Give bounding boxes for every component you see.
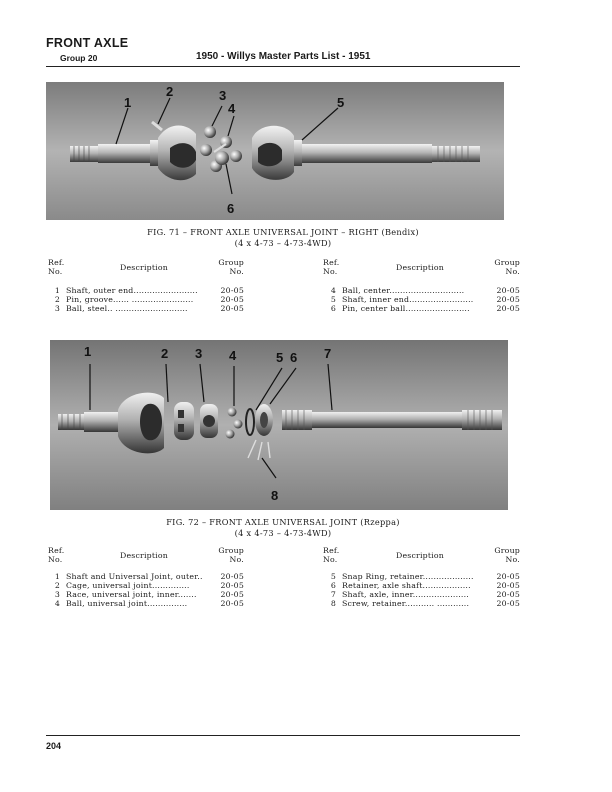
group-no: 20-05 bbox=[220, 295, 244, 304]
fig71-ref-header-right bbox=[323, 258, 339, 276]
fig71-callout-5: 5 bbox=[337, 95, 345, 110]
fig71-illustration bbox=[46, 82, 504, 220]
fig72-caption-models: (4 x 4-73 – 4-73-4WD) bbox=[234, 528, 332, 538]
fig72-ref-header-right bbox=[323, 546, 339, 564]
ref-label: Ref. bbox=[48, 546, 65, 555]
ref-no: 3 bbox=[54, 304, 60, 313]
ref-no: 1 bbox=[54, 572, 60, 581]
table-row bbox=[322, 599, 520, 609]
description: Shaft, outer end........................ bbox=[66, 286, 198, 295]
group-no: 20-05 bbox=[220, 286, 244, 295]
fig71-callout-4: 4 bbox=[228, 101, 236, 116]
fig72-group-header bbox=[216, 546, 244, 564]
fig72-group-header-right bbox=[492, 546, 520, 564]
description: Screw, retainer........... ............ bbox=[342, 599, 470, 608]
ref-no: 4 bbox=[54, 599, 60, 608]
group-no: 20-05 bbox=[496, 590, 520, 599]
description: Shaft, axle, inner..................... bbox=[342, 590, 469, 599]
ref-no: 6 bbox=[330, 581, 336, 590]
group-label: Group 20 bbox=[60, 53, 98, 63]
fig72-callout-7: 7 bbox=[324, 346, 332, 361]
fig72-illustration bbox=[50, 340, 508, 510]
group-no: 20-05 bbox=[220, 581, 244, 590]
group-no: 20-05 bbox=[220, 304, 244, 313]
fig72-callout-3: 3 bbox=[195, 346, 203, 361]
ref-no: 8 bbox=[330, 599, 336, 608]
fig71-caption-title: FIG. 71 – FRONT AXLE UNIVERSAL JOINT – RIGHT (Bendix) bbox=[147, 227, 419, 237]
description: Ball, steel.. ........................... bbox=[66, 304, 188, 313]
fig71-group-header-right bbox=[492, 258, 520, 276]
description: Ball, universal joint............... bbox=[66, 599, 188, 608]
ref-label: Ref. bbox=[48, 258, 65, 267]
description: Shaft, inner end........................ bbox=[342, 295, 474, 304]
description: Cage, universal joint.............. bbox=[66, 581, 190, 590]
table-row bbox=[46, 599, 246, 609]
description: Ball, center............................ bbox=[342, 286, 465, 295]
fig72-caption-title: FIG. 72 – FRONT AXLE UNIVERSAL JOINT (Rzeppa) bbox=[166, 517, 400, 527]
group-no: 20-05 bbox=[496, 599, 520, 608]
section-title: FRONT AXLE bbox=[46, 36, 129, 50]
group-no: 20-05 bbox=[496, 304, 520, 313]
fig72-callout-5: 5 bbox=[276, 350, 284, 365]
group-no: 20-05 bbox=[496, 295, 520, 304]
group-label: Group bbox=[218, 546, 244, 555]
ref-no: 1 bbox=[54, 286, 60, 295]
header-rule bbox=[46, 66, 520, 67]
group-no-label: No. bbox=[505, 555, 520, 564]
group-no: 20-05 bbox=[220, 590, 244, 599]
ref-label: Ref. bbox=[323, 546, 340, 555]
group-no-label: No. bbox=[229, 267, 244, 276]
ref-no: 4 bbox=[330, 286, 336, 295]
fig71-caption-models: (4 x 4-73 – 4-73-4WD) bbox=[234, 238, 332, 248]
page-number: 204 bbox=[46, 741, 62, 751]
no-label: No. bbox=[48, 555, 63, 564]
no-label: No. bbox=[323, 267, 338, 276]
fig72-parts-table bbox=[46, 546, 520, 616]
group-label: Group bbox=[494, 546, 520, 555]
no-label: No. bbox=[323, 555, 338, 564]
description: Race, universal joint, inner....... bbox=[66, 590, 197, 599]
ref-no: 6 bbox=[330, 304, 336, 313]
group-no: 20-05 bbox=[496, 286, 520, 295]
fig72-desc-header: Description bbox=[120, 551, 168, 560]
fig71-callout-3: 3 bbox=[219, 88, 227, 103]
fig72-caption bbox=[46, 517, 520, 539]
fig72-callout-2: 2 bbox=[161, 346, 169, 361]
table-row bbox=[46, 304, 246, 314]
running-head: 1950 - Willys Master Parts List - 1951 bbox=[196, 51, 371, 62]
fig72-photo bbox=[50, 340, 508, 510]
description: Snap Ring, retainer................... bbox=[342, 572, 474, 581]
fig71-photo bbox=[46, 82, 504, 220]
group-no: 20-05 bbox=[496, 572, 520, 581]
fig71-ref-header bbox=[48, 258, 64, 276]
description: Pin, groove...... ....................... bbox=[66, 295, 194, 304]
group-label: Group bbox=[218, 258, 244, 267]
group-no-label: No. bbox=[229, 555, 244, 564]
ref-label: Ref. bbox=[323, 258, 340, 267]
group-no: 20-05 bbox=[496, 581, 520, 590]
fig72-ref-header bbox=[48, 546, 64, 564]
description: Retainer, axle shaft.................. bbox=[342, 581, 471, 590]
fig71-group-header bbox=[216, 258, 244, 276]
table-row bbox=[322, 304, 520, 314]
ref-no: 2 bbox=[54, 581, 60, 590]
fig72-callout-8: 8 bbox=[271, 488, 279, 503]
ref-no: 5 bbox=[330, 295, 336, 304]
fig71-caption bbox=[46, 227, 520, 249]
group-no-label: No. bbox=[505, 267, 520, 276]
ref-no: 2 bbox=[54, 295, 60, 304]
ref-no: 7 bbox=[330, 590, 336, 599]
fig72-callout-4: 4 bbox=[229, 348, 237, 363]
fig72-callout-6: 6 bbox=[290, 350, 298, 365]
fig71-desc-header-right: Description bbox=[396, 263, 444, 272]
fig71-parts-table bbox=[46, 258, 520, 318]
ref-no: 3 bbox=[54, 590, 60, 599]
description: Pin, center ball........................ bbox=[342, 304, 470, 313]
description: Shaft and Universal Joint, outer.. bbox=[66, 572, 203, 581]
fig71-desc-header: Description bbox=[120, 263, 168, 272]
ref-no: 5 bbox=[330, 572, 336, 581]
fig71-callout-6: 6 bbox=[227, 201, 235, 216]
footer-rule bbox=[46, 735, 520, 736]
fig72-callout-1: 1 bbox=[84, 344, 92, 359]
no-label: No. bbox=[48, 267, 63, 276]
fig71-callout-1: 1 bbox=[124, 95, 132, 110]
fig72-desc-header-right: Description bbox=[396, 551, 444, 560]
group-no: 20-05 bbox=[220, 572, 244, 581]
fig71-callout-2: 2 bbox=[166, 84, 174, 99]
group-no: 20-05 bbox=[220, 599, 244, 608]
group-label: Group bbox=[494, 258, 520, 267]
